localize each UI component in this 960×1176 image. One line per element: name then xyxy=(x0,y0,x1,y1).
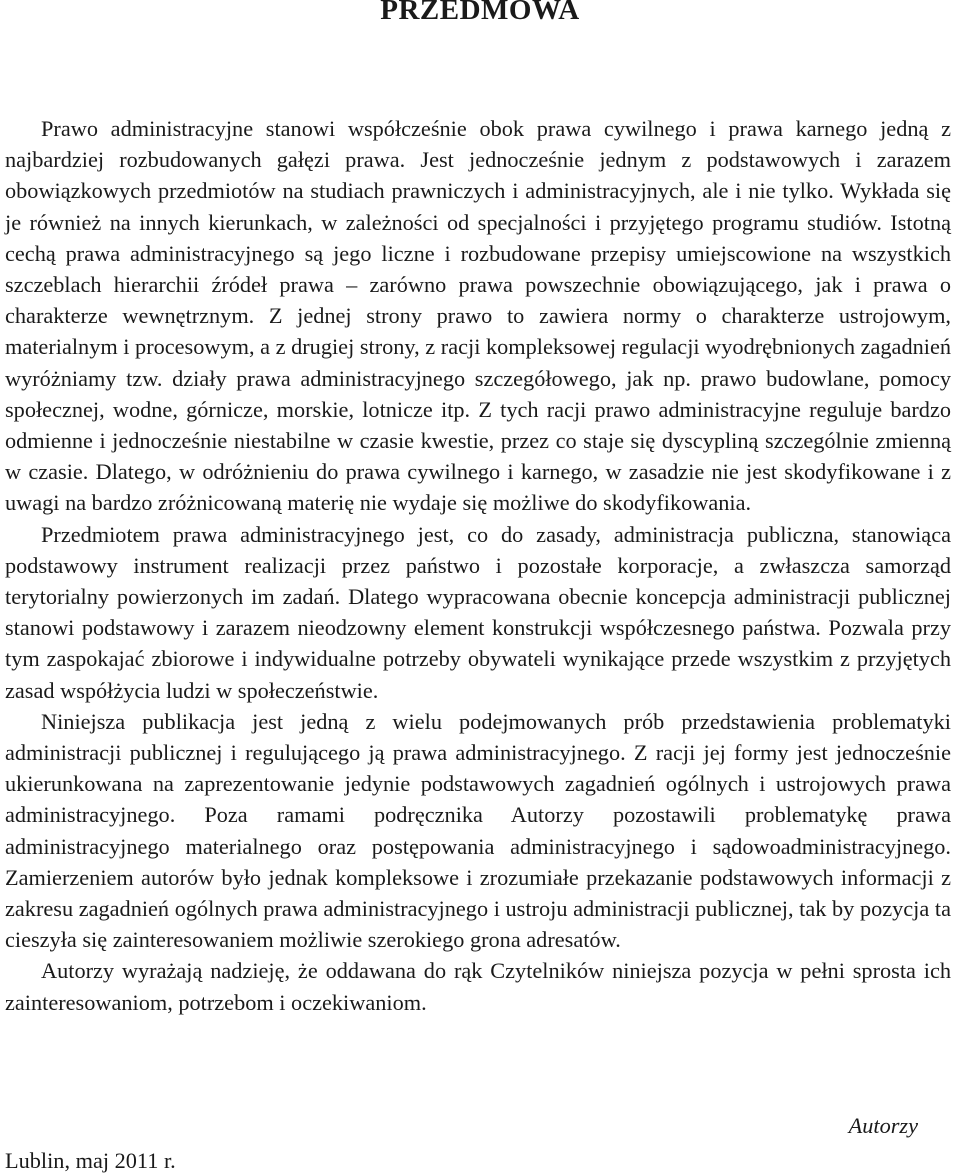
paragraph-1: Prawo administracyjne stanowi współcześnie obok prawa cywilnego i prawa karnego jedną z najbardziej rozbudowanych gałęzi prawa. Jest jednocześnie jednym z podstawowych i zarazem obowiązkowych przedmiotów na studiach prawniczych i administracyjnych, ale i nie tylko. Wykłada się je również na innych kierunkach, w zależności od specjalności i przyjętego programu studiów. Istotną cechą prawa administracyjnego są jego liczne i rozbudowane przepisy umiejscowione na wszystkich szczeblach hierarchii źródeł prawa – zarówno prawa powszechnie obowiązującego, jak i prawa o charakterze wewnętrznym. Z jednej strony prawo to zawiera normy o charakterze ustrojowym, materialnym i procesowym, a z drugiej strony, z racji kompleksowej regulacji wyodrębnionych zagadnień wyróżniamy tzw. działy prawa administracyjnego szczegółowego, jak np. prawo budowlane, pomocy społecznej, wodne, górnicze, morskie, lotnicze itp. Z tych racji prawo administracyjne reguluje bardzo odmienne i jednocześnie niestabilne w czasie kwestie, przez co staje się dyscypliną szczególnie zmienną w czasie. Dlatego, w odróżnieniu do prawa cywilnego i karnego, w zasadzie nie jest skodyfikowane i z uwagi na bardzo zróżnicowaną materię nie wydaje się możliwe do skodyfikowania. xyxy=(5,116,951,516)
paragraph-3: Niniejsza publikacja jest jedną z wielu podejmowanych prób przedstawienia problematyki administracji publicznej i regulującego ją prawa administracyjnego. Z racji jej formy jest jednocześnie ukierunkowana na zaprezentowanie jedynie podstawowych zagadnień ogólnych i ustrojowych prawa administracyjnego. Poza ramami podręcznika Autorzy pozostawili problematykę prawa administracyjnego materialnego oraz postępowania administracyjnego i sądowoadministracyjnego. Zamierzeniem autorów było jednak kompleksowe i zrozumiałe przekazanie podstawowych informacji z zakresu zagadnień ogólnych prawa administracyjnego i ustroju administracji publicznej, tak by pozycja ta cieszyła się zainteresowaniem możliwie szerokiego grona adresatów. xyxy=(5,708,951,953)
preface-body xyxy=(5,113,951,1018)
paragraph-2: Przedmiotem prawa administracyjnego jest, co do zasady, administracja publiczna, stanowiąca podstawowy instrument realizacji przez państwo i pozostałe korporacje, a zwłaszcza samorząd terytorialny powierzonych im zadań. Dlatego wypracowana obecnie koncepcja administracji publicznej stanowi podstawowy i zarazem nieodzowny element konstrukcji współczesnego państwa. Pozwala przy tym zaspokajać zbiorowe i indywidualne potrzeby obywateli wynikające przede wszystkim z przyjętych zasad współżycia ludzi w społeczeństwie. xyxy=(5,521,951,703)
author-signature: Autorzy xyxy=(848,1113,918,1138)
page-title: PRZEDMOWA xyxy=(380,0,580,26)
place-and-date: Lublin, maj 2011 r. xyxy=(5,1148,176,1173)
paragraph-4: Autorzy wyrażają nadzieję, że oddawana do rąk Czytelników niniejsza pozycja w pełni sprosta ich zainteresowaniom, potrzebom i oczekiwaniom. xyxy=(5,958,951,1015)
